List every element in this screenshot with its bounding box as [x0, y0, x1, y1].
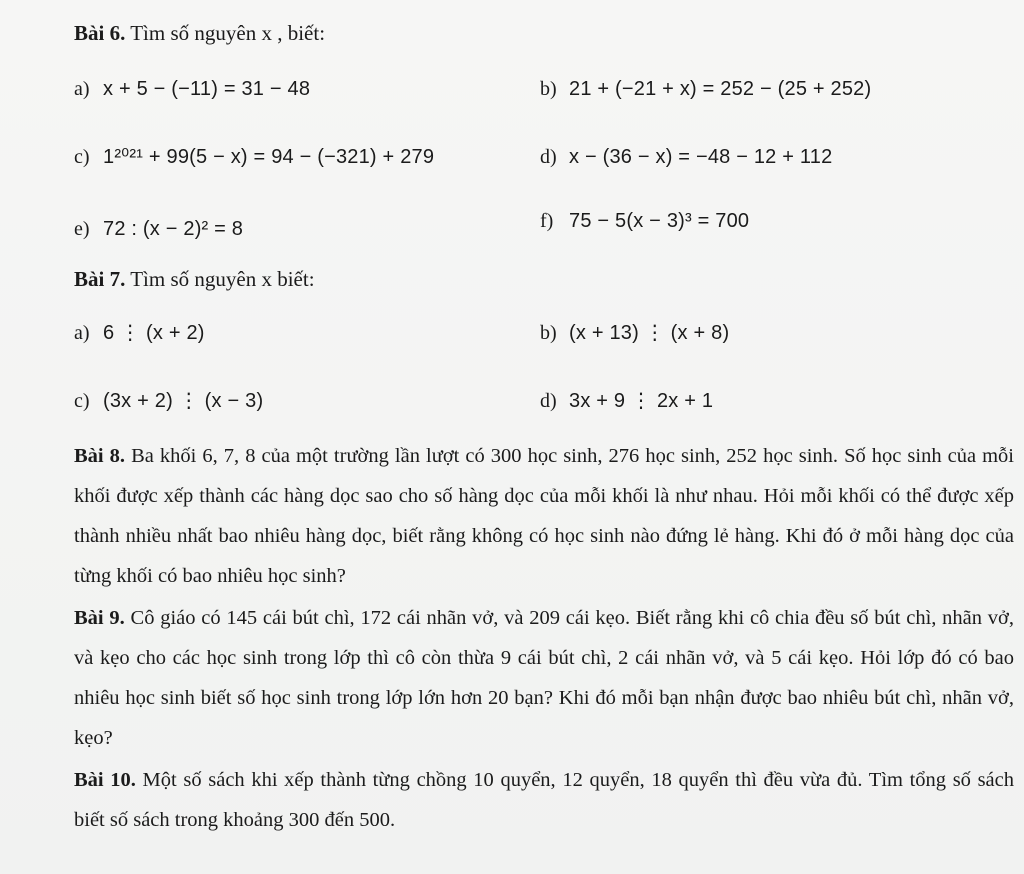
item-expression: 1²⁰²¹ + 99(5 − x) = 94 − (−321) + 279 [103, 146, 435, 168]
bai6-item-e [74, 216, 243, 242]
item-expression: 21 + (−21 + x) = 252 − (25 + 252) [569, 78, 872, 100]
bai6-title: Bài 6. [74, 21, 126, 45]
bai8-problem [74, 436, 1014, 596]
item-expression: x − (36 − x) = −48 − 12 + 112 [569, 146, 833, 168]
bai7-title: Bài 7. [74, 267, 126, 291]
item-label: b) [540, 78, 557, 100]
bai10-text: Một số sách khi xếp thành từng chồng 10 quyển, 12 quyển, 18 quyển thì đều vừa đủ. Tìm tổng số sách biết số sách trong khoảng 300 đến 500. [74, 769, 1014, 831]
item-expression: 3x + 9 ⋮ 2x + 1 [569, 390, 714, 412]
bai7-heading [74, 266, 315, 292]
item-expression: 75 − 5(x − 3)³ = 700 [569, 210, 750, 232]
item-expression: (x + 13) ⋮ (x + 8) [569, 322, 730, 344]
bai10-problem [74, 760, 1014, 840]
bai9-title: Bài 9. [74, 607, 125, 629]
item-label: d) [540, 146, 557, 168]
item-label: e) [74, 218, 90, 240]
bai6-item-d [540, 144, 832, 170]
item-expression: 6 ⋮ (x + 2) [103, 322, 205, 344]
item-expression: (3x + 2) ⋮ (x − 3) [103, 390, 264, 412]
item-expression: x + 5 − (−11) = 31 − 48 [103, 78, 311, 100]
item-label: c) [74, 146, 90, 168]
bai10-title: Bài 10. [74, 769, 136, 791]
bai6-item-b [540, 76, 871, 102]
item-label: d) [540, 390, 557, 412]
bai6-title-text: Tìm số nguyên x , biết: [125, 21, 326, 45]
item-label: f) [540, 210, 554, 232]
bai6-item-a [74, 76, 310, 102]
bai6-item-c [74, 144, 434, 170]
bai7-item-b [540, 320, 729, 346]
item-expression: 72 : (x − 2)² = 8 [103, 218, 244, 240]
item-label: a) [74, 78, 90, 100]
bai6-item-f [540, 208, 749, 234]
bai7-item-c [74, 388, 263, 414]
item-label: a) [74, 322, 90, 344]
bai7-item-d [540, 388, 713, 414]
bai9-text: Cô giáo có 145 cái bút chì, 172 cái nhãn vở, và 209 cái kẹo. Biết rằng khi cô chia đều số bút chì, nhãn vở, và kẹo cho các học sinh trong lớp thì cô còn thừa 9 cái bút chì, 2 cái nhãn vở, và 5 cái kẹo. Hỏi lớp đó có bao nhiêu học sinh biết số học sinh trong lớp lớn hơn 20 bạn? Khi đó mỗi bạn nhận được bao nhiêu bút chì, nhãn vở, kẹo? [74, 607, 1014, 749]
item-label: c) [74, 390, 90, 412]
bai9-problem [74, 598, 1014, 758]
item-label: b) [540, 322, 557, 344]
bai7-title-text: Tìm số nguyên x biết: [125, 267, 315, 291]
bai7-item-a [74, 320, 205, 346]
bai8-title: Bài 8. [74, 445, 126, 467]
bai8-text: Ba khối 6, 7, 8 của một trường lần lượt có 300 học sinh, 276 học sinh, 252 học sinh. Số học sinh của mỗi khối được xếp thành các hàng dọc sao cho số hàng dọc của mỗi khối là như nhau. Hỏi mỗi khối có thể được xếp thành nhiều nhất bao nhiêu hàng dọc, biết rằng không có học sinh nào đứng lẻ hàng. Khi đó ở mỗi hàng dọc của từng khối có bao nhiêu học sinh? [74, 445, 1014, 587]
bai6-heading [74, 20, 325, 46]
